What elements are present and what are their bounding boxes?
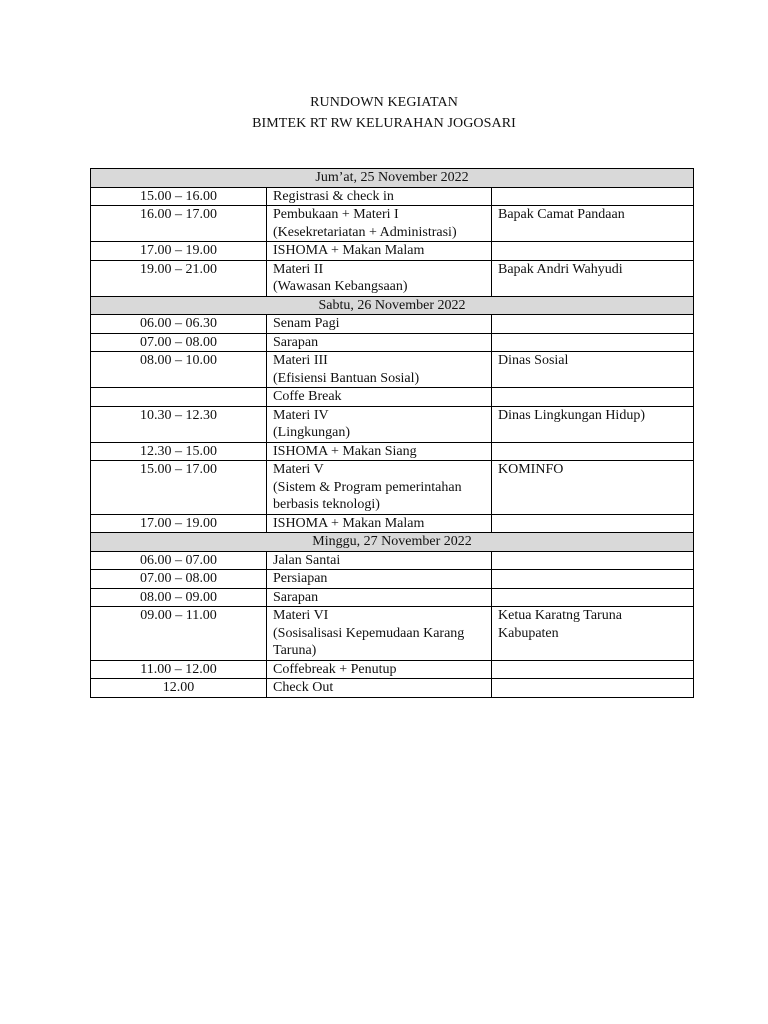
speaker-cell	[492, 570, 694, 589]
speaker-cell	[492, 660, 694, 679]
activity-cell	[267, 442, 492, 461]
time-cell: 09.00 – 11.00	[91, 607, 267, 661]
time-cell: 07.00 – 08.00	[91, 570, 267, 589]
time-cell: 15.00 – 16.00	[91, 187, 267, 206]
activity-cell	[267, 315, 492, 334]
activity-line: Coffebreak + Penutup	[273, 661, 397, 677]
activity-line: Senam Pagi	[273, 316, 340, 331]
speaker-cell	[492, 333, 694, 352]
activity-line: Materi VI	[273, 608, 329, 623]
schedule-row	[91, 442, 694, 461]
activity-cell	[267, 514, 492, 533]
speaker-line: Dinas Sosial	[498, 353, 569, 368]
activity-cell	[267, 206, 492, 242]
activity-line: Sarapan	[273, 334, 319, 350]
time-cell: 06.00 – 07.00	[91, 551, 267, 570]
schedule-row	[91, 388, 694, 407]
title-line-1: RUNDOWN KEGIATAN	[310, 95, 458, 110]
day-header-row	[91, 169, 694, 188]
rundown-table	[90, 168, 694, 698]
activity-cell	[267, 333, 492, 352]
speaker-cell	[492, 206, 694, 242]
speaker-cell	[492, 514, 694, 533]
speaker-cell	[492, 406, 694, 442]
schedule-row	[91, 315, 694, 334]
document-title	[0, 92, 768, 134]
time-cell: 17.00 – 19.00	[91, 242, 267, 261]
activity-cell	[267, 570, 492, 589]
activity-line: ISHOMA + Makan Malam	[273, 243, 425, 258]
activity-cell	[267, 242, 492, 261]
rundown-table-body	[91, 169, 694, 698]
schedule-row	[91, 406, 694, 442]
activity-cell	[267, 588, 492, 607]
activity-cell	[267, 388, 492, 407]
time-cell: 15.00 – 17.00	[91, 461, 267, 515]
schedule-row	[91, 588, 694, 607]
activity-cell	[267, 551, 492, 570]
time-cell: 19.00 – 21.00	[91, 260, 267, 296]
speaker-cell	[492, 551, 694, 570]
activity-line: berbasis teknologi)	[273, 497, 380, 512]
schedule-row	[91, 352, 694, 388]
activity-line: ISHOMA + Makan Malam	[273, 515, 425, 531]
speaker-cell	[492, 315, 694, 334]
speaker-line: Bapak Andri Wahyudi	[498, 261, 623, 277]
activity-line: Sarapan	[273, 589, 319, 605]
schedule-row	[91, 206, 694, 242]
time-cell: 08.00 – 09.00	[91, 588, 267, 607]
activity-cell	[267, 607, 492, 661]
activity-line: Taruna)	[273, 643, 317, 658]
activity-line: (Sosisalisasi Kepemudaan Karang	[273, 625, 465, 641]
activity-line: Materi III	[273, 353, 328, 368]
schedule-row	[91, 660, 694, 679]
schedule-row	[91, 242, 694, 261]
activity-line: Coffe Break	[273, 389, 342, 404]
time-cell: 06.00 – 06.30	[91, 315, 267, 334]
speaker-line: KOMINFO	[498, 462, 564, 477]
speaker-line: Dinas Lingkungan Hidup)	[498, 407, 645, 423]
speaker-cell	[492, 461, 694, 515]
schedule-row	[91, 461, 694, 515]
time-cell: 12.00	[91, 679, 267, 698]
activity-line: Persiapan	[273, 571, 328, 586]
time-cell	[91, 388, 267, 407]
schedule-row	[91, 187, 694, 206]
time-cell: 16.00 – 17.00	[91, 206, 267, 242]
time-cell: 10.30 – 12.30	[91, 406, 267, 442]
schedule-row	[91, 570, 694, 589]
time-cell: 07.00 – 08.00	[91, 333, 267, 352]
activity-line: Pembukaan + Materi I	[273, 207, 399, 222]
activity-cell	[267, 679, 492, 698]
activity-line: ISHOMA + Makan Siang	[273, 443, 417, 459]
schedule-row	[91, 679, 694, 698]
speaker-cell	[492, 242, 694, 261]
speaker-cell	[492, 588, 694, 607]
schedule-row	[91, 260, 694, 296]
day-header-label: Jum’at, 25 November 2022	[91, 169, 694, 188]
speaker-cell	[492, 679, 694, 698]
day-header-row	[91, 533, 694, 552]
activity-line: Registrasi & check in	[273, 188, 394, 204]
day-header-row	[91, 296, 694, 315]
schedule-row	[91, 514, 694, 533]
schedule-row	[91, 333, 694, 352]
activity-line: Jalan Santai	[273, 552, 341, 568]
activity-cell	[267, 352, 492, 388]
speaker-cell	[492, 388, 694, 407]
activity-line: (Lingkungan)	[273, 425, 350, 440]
time-cell: 11.00 – 12.00	[91, 660, 267, 679]
day-header-label: Minggu, 27 November 2022	[91, 533, 694, 552]
activity-cell	[267, 461, 492, 515]
time-cell: 08.00 – 10.00	[91, 352, 267, 388]
activity-line: Check Out	[273, 680, 334, 695]
activity-line: Materi IV	[273, 407, 329, 423]
activity-line: (Wawasan Kebangsaan)	[273, 279, 408, 294]
schedule-row	[91, 607, 694, 661]
activity-line: (Efisiensi Bantuan Sosial)	[273, 370, 420, 386]
speaker-cell	[492, 442, 694, 461]
speaker-cell	[492, 187, 694, 206]
time-cell: 12.30 – 15.00	[91, 442, 267, 461]
speaker-cell	[492, 260, 694, 296]
schedule-row	[91, 551, 694, 570]
speaker-line: Bapak Camat Pandaan	[498, 207, 625, 222]
speaker-cell	[492, 352, 694, 388]
speaker-line: Ketua Karatng Taruna	[498, 608, 622, 623]
activity-line: (Sistem & Program pemerintahan	[273, 479, 462, 495]
activity-cell	[267, 187, 492, 206]
activity-cell	[267, 406, 492, 442]
speaker-cell	[492, 607, 694, 661]
activity-line: (Kesekretariatan + Administrasi)	[273, 224, 457, 240]
activity-line: Materi V	[273, 462, 324, 477]
time-cell: 17.00 – 19.00	[91, 514, 267, 533]
title-line-2: BIMTEK RT RW KELURAHAN JOGOSARI	[252, 116, 516, 131]
speaker-line: Kabupaten	[498, 625, 559, 641]
activity-cell	[267, 660, 492, 679]
activity-cell	[267, 260, 492, 296]
activity-line: Materi II	[273, 261, 324, 277]
day-header-label: Sabtu, 26 November 2022	[91, 296, 694, 315]
